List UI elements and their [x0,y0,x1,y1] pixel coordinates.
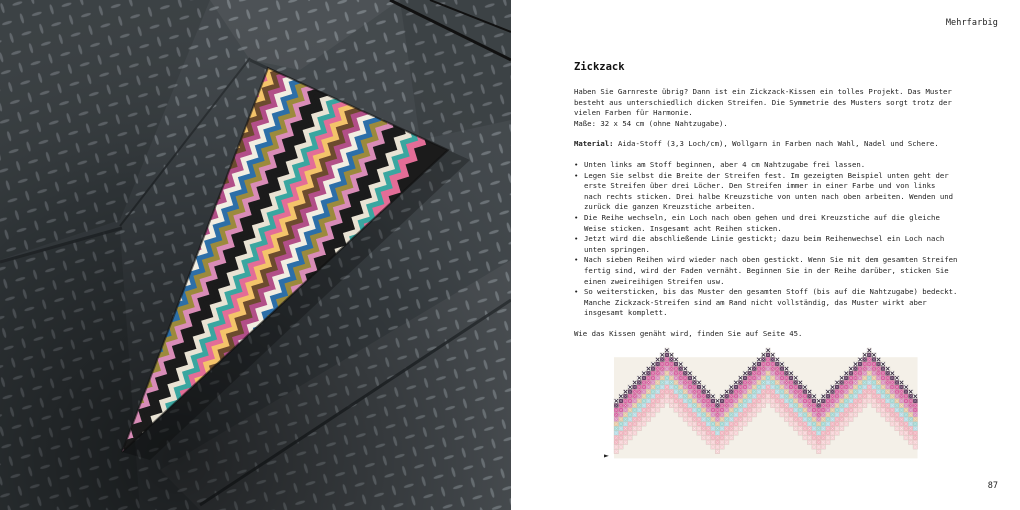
list-item [574,234,974,255]
step-line: insgesamt komplett. [584,308,668,318]
start-arrow-icon: ► [604,451,609,460]
step-line: Legen Sie selbst die Breite der Streifen fest. Im gezeigten Beispiel unten geht der [584,170,949,180]
stitch-chart [596,344,923,466]
dimensions-line: Maße: 32 x 54 cm (ohne Nahtzugabe). [574,118,728,128]
step-line: zurück die ganzen Kreuzstiche arbeiten. [584,202,756,212]
material-text: Aida-Stoff (3,3 Loch/cm), Wollgarn in Farben nach Wahl, Nadel und Schere. [613,139,939,149]
list-item [574,213,974,234]
material-label: Material: [574,139,614,149]
step-line: Die Reihe wechseln, ein Loch nach oben gehen und drei Kreuzstiche auf die gleiche [584,212,940,222]
list-item [574,255,974,287]
material-paragraph [574,139,974,150]
intro-paragraph [574,87,974,129]
step-line: Weise sticken. Insgesamt acht Reihen sticken. [584,223,782,233]
article-title: Zickzack [574,61,625,73]
step-line: Manche Zickzack-Streifen sind am Rand nicht vollständig, das Muster wirkt aber [584,297,927,307]
page-number: 87 [987,481,998,491]
stitch-chart-graphic [596,344,923,466]
intro-line: vielen Farben für Harmonie. [574,108,693,118]
step-line: unten springen. [584,244,650,254]
step-line: fertig sind, wird der Faden vernäht. Beginnen Sie in der Reihe darüber, sticken Sie [584,265,949,275]
step-line: einen zweireihigen Streifen usw. [584,276,725,286]
step-line: So weitersticken, bis das Muster den gesamten Stoff (bis auf die Nahtzugabe) bedeckt. [584,287,958,297]
intro-line: besteht aus unterschiedlich dicken Streifen. Die Symmetrie des Musters sorgt trotz der [574,97,952,107]
step-line: nach rechts sticken. Drei halbe Kreuzstiche von unten nach oben arbeiten. Wenden und [584,191,954,201]
chapter-label: Mehrfarbig [945,18,998,28]
list-item [574,287,974,319]
intro-line: Haben Sie Garnreste übrig? Dann ist ein Zickzack-Kissen ein tolles Projekt. Das Muster [574,87,952,96]
list-item [574,160,974,171]
list-item [574,171,974,213]
outro-paragraph: Wie das Kissen genäht wird, finden Sie auf Seite 45. [574,328,803,338]
step-line: Unten links am Stoff beginnen, aber 4 cm Nahtzugabe frei lassen. [584,159,866,169]
instruction-list [574,160,974,319]
step-line: erste Streifen über drei Löcher. Den Streifen immer in einer Farbe und von links [584,181,936,191]
step-line: Nach sieben Reihen wird wieder nach oben gestickt. Wenn Sie mit dem gesamten Streifen [584,255,958,265]
step-line: Jetzt wird die abschließende Linie gestickt; dazu beim Reihenwechsel ein Loch nach [584,234,945,244]
article-content [574,61,974,349]
